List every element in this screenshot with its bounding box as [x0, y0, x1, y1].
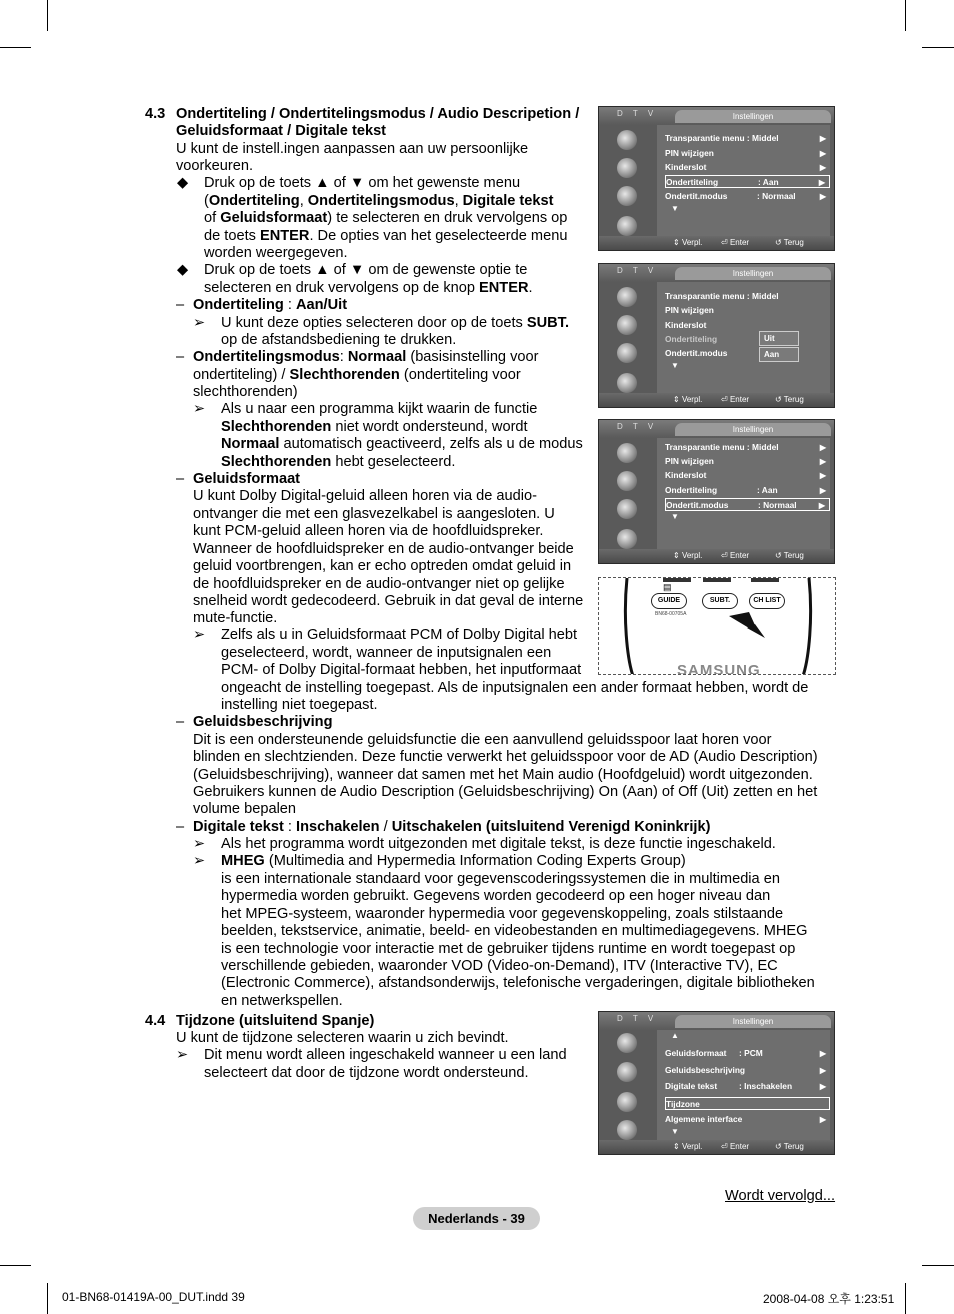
osd-menu-item: Geluidsformaat : PCM ▶ [665, 1048, 826, 1058]
paragraph: slechthorenden) [193, 384, 298, 400]
note-text: hypermedia worden gebruikt. Gegevens worden gecodeerd op een hoger niveau dan [221, 888, 771, 904]
note-text: beelden, tekstservice, animatie, beeld- en videobestanden en multimediagegevens. MHEG [221, 923, 808, 939]
paragraph: kunt PCM-geluid alleen horen via de hoofdluidspreker. [193, 523, 544, 539]
paragraph: mute-functie. [193, 610, 278, 626]
note-arrow-icon: ➢ [193, 315, 206, 331]
input-icon [617, 373, 637, 393]
osd-menu-item: Ondertiteling : Aan ▶ [665, 485, 826, 495]
note-text: verschillende gebieden, waaronder VOD (Video-on-Demand), ITV (Interactive TV), EC [221, 958, 778, 974]
note-text: MHEG (Multimedia and Hypermedia Information Coding Experts Group) [221, 853, 686, 869]
continued-link[interactable]: Wordt vervolgd... [725, 1188, 836, 1204]
return-icon: ↺ Terug [775, 1142, 804, 1151]
input-icon [617, 216, 637, 236]
enter-icon: ⏎ Enter [721, 551, 750, 560]
dash-bullet: – [176, 714, 185, 730]
section-number: 4.4 [145, 1013, 166, 1029]
crop-mark [922, 47, 954, 48]
option-aan: Aan [759, 347, 799, 362]
osd-menu-item: Transparantie menu : Middel [665, 291, 779, 301]
move-icon: ⇕ Verpl. [673, 551, 703, 560]
osd-menu-item-selected: Tijdzone [665, 1097, 830, 1110]
paragraph: snelheid wordt gedecodeerd. Gebruik in dat geval de interne [193, 593, 584, 609]
paragraph: (Geluidsbeschrijving), wanneer dat samen met het Main audio (Hoofdgeluid) wordt uitgezonden. [193, 767, 813, 783]
note-text: Slechthorenden niet wordt ondersteund, wordt [221, 419, 528, 435]
dash-bullet: – [176, 819, 185, 835]
note-text: (Electronic Commerce), afstandsonderwijs, telefonische vergaderingen, digitale bibliotheken [221, 975, 815, 991]
osd-menu-item: PIN wijzigen ▶ [665, 148, 826, 158]
paragraph: volume bepalen [193, 801, 297, 817]
note-arrow-icon: ➢ [176, 1047, 189, 1063]
dash-bullet: – [176, 297, 185, 313]
note-arrow-icon: ➢ [193, 627, 206, 643]
sound-icon [617, 158, 637, 178]
scroll-down-icon: ▼ [671, 1127, 679, 1136]
scroll-down-icon: ▼ [671, 204, 679, 213]
sound-icon [617, 1062, 637, 1082]
sub-heading: Geluidsbeschrijving [193, 714, 333, 730]
book-icon: ▤ [663, 582, 672, 592]
osd-footer [599, 1140, 834, 1154]
enter-icon: ⏎ Enter [721, 238, 750, 247]
sound-icon [617, 315, 637, 335]
osd-menu-item: Kinderslot ▶ [665, 470, 826, 480]
input-icon [617, 529, 637, 549]
note-text: Zelfs als u in Geluidsformaat PCM of Dolby Digital hebt [221, 627, 578, 643]
osd-menu-item: Kinderslot [665, 320, 707, 330]
note-text: selecteert dat door de tijdzone wordt ondersteund. [204, 1065, 529, 1081]
tv-menu-screenshot [598, 263, 835, 408]
bullet-text: worden weergegeven. [204, 245, 348, 261]
subt-button: SUBT. [702, 593, 738, 609]
setup-gear-icon [617, 1092, 637, 1112]
paragraph: Gebruikers kunnen de Audio Description (Geluidsbeschrijving) On (Aan) of Off (Uit) zetten en het [193, 784, 818, 800]
note-text: het MPEG-systeem, waaronder hypermedia voor gegevenskoppeling, zoals stilstaande [221, 906, 784, 922]
setup-gear-icon [617, 499, 637, 519]
osd-menu-item: Algemene interface ▶ [665, 1114, 826, 1124]
osd-menu-item: Transparantie menu : Middel ▶ [665, 133, 826, 143]
note-arrow-icon: ➢ [193, 836, 206, 852]
picture-icon [617, 130, 637, 150]
sub-heading: Ondertitelingsmodus: Normaal (basisinstelling voor [193, 349, 539, 365]
note-text: en netwerkspellen. [221, 993, 343, 1009]
osd-tab: Instellingen [675, 1015, 831, 1028]
dtv-label: D T V [617, 266, 658, 275]
osd-menu-item: Ondertit.modus [665, 348, 728, 358]
osd-footer [599, 236, 834, 250]
dash-bullet: – [176, 471, 185, 487]
osd-tab: Instellingen [675, 110, 831, 123]
osd-menu-item-selected: Ondertiteling : Aan ▶ [665, 175, 830, 188]
crop-mark [47, 0, 48, 31]
bullet-text: Druk op de toets ▲ of ▼ om het gewenste menu [204, 175, 521, 191]
note-text: Dit menu wordt alleen ingeschakeld wanneer u een land [204, 1047, 567, 1063]
note-text: geselecteerd, wordt, wanneer de inputsignalen een [221, 645, 552, 661]
osd-menu-item: Ondertit.modus : Normaal ▶ [665, 191, 826, 201]
note-text: is een technologie voor interactie met de gebruiker tijdens runtime en wordt toegepast op [221, 941, 796, 957]
paragraph: Dit is een ondersteunende geluidsfunctie die een aanvullend geluidsspoor laat horen voor [193, 732, 772, 748]
note-text: Normaal automatisch geactiveerd, zelfs als u de modus [221, 436, 583, 452]
note-text: Slechthorenden hebt geselecteerd. [221, 454, 456, 470]
diamond-bullet-icon: ◆ [177, 175, 189, 191]
guide-button: GUIDE [651, 593, 687, 609]
section-title: Geluidsformaat / Digitale tekst [176, 123, 387, 139]
bullet-text: Druk op de toets ▲ of ▼ om de gewenste optie te [204, 262, 528, 278]
crop-mark [905, 1283, 906, 1314]
paragraph: U kunt de tijdzone selecteren waarin u zich bevindt. [176, 1030, 509, 1046]
paragraph: U kunt de instell.ingen aanpassen aan uw persoonlijke [176, 141, 529, 157]
picture-icon [617, 287, 637, 307]
setup-gear-icon [617, 343, 637, 363]
section-title: Tijdzone (uitsluitend Spanje) [176, 1013, 375, 1029]
note-text: instelling niet toegepast. [221, 697, 378, 713]
bullet-text: (Ondertiteling, Ondertitelingsmodus, Digitale tekst [204, 193, 554, 209]
remote-control-illustration [598, 577, 836, 675]
return-icon: ↺ Terug [775, 551, 804, 560]
tv-menu-screenshot [598, 106, 835, 251]
scroll-up-icon: ▲ [671, 1031, 679, 1040]
page-number-badge: Nederlands - 39 [413, 1207, 540, 1230]
note-text: ongeacht de instelling toegepast. Als de inputsignalen een ander formaat hebben, wordt de [221, 680, 809, 696]
return-icon: ↺ Terug [775, 238, 804, 247]
crop-mark [0, 1265, 31, 1266]
sound-icon [617, 471, 637, 491]
osd-menu-item: PIN wijzigen [665, 305, 714, 315]
paragraph: U kunt Dolby Digital-geluid alleen horen via de audio- [193, 488, 537, 504]
section-title: Ondertiteling / Ondertitelingsmodus / Audio Descripetion / [176, 106, 580, 122]
crop-mark [922, 1265, 954, 1266]
crop-mark [905, 0, 906, 31]
note-text: PCM- of Dolby Digital-formaat hebben, het inputformaat [221, 662, 582, 678]
enter-icon: ⏎ Enter [721, 395, 750, 404]
move-icon: ⇕ Verpl. [673, 238, 703, 247]
diamond-bullet-icon: ◆ [177, 262, 189, 278]
move-icon: ⇕ Verpl. [673, 395, 703, 404]
dash-bullet: – [176, 349, 185, 365]
note-text: Als het programma wordt uitgezonden met digitale tekst, is deze functie ingeschakeld. [221, 836, 776, 852]
file-name: 01-BN68-01419A-00_DUT.indd 39 [62, 1290, 245, 1304]
tv-menu-screenshot [598, 1011, 835, 1155]
paragraph: geluid voortbrengen, kan er echo optreden omdat geluid in [193, 558, 572, 574]
note-arrow-icon: ➢ [193, 853, 206, 869]
paragraph: blinden en slechtzienden. Deze functie verwerkt het geluidsspoor voor de AD (Audio Description) [193, 749, 818, 765]
osd-menu-item: Digitale tekst : Inschakelen ▶ [665, 1081, 826, 1091]
bullet-text: of Geluidsformaat) te selecteren en druk vervolgens op [204, 210, 568, 226]
osd-menu-item: Kinderslot ▶ [665, 162, 826, 172]
crop-mark [0, 47, 31, 48]
osd-tab: Instellingen [675, 423, 831, 436]
picture-icon [617, 443, 637, 463]
option-uit: Uit [759, 331, 799, 346]
dtv-label: D T V [617, 109, 658, 118]
scroll-down-icon: ▼ [671, 512, 679, 521]
paragraph: ondertiteling) / Slechthorenden (ondertiteling voor [193, 367, 521, 383]
crop-mark [47, 1283, 48, 1314]
tv-menu-screenshot [598, 419, 835, 564]
section-number: 4.3 [145, 106, 166, 122]
sub-heading: Digitale tekst : Inschakelen / Uitschakelen (uitsluitend Verenigd Koninkrijk) [193, 819, 711, 835]
osd-menu-item: Ondertiteling [665, 334, 718, 344]
setup-gear-icon [617, 186, 637, 206]
move-icon: ⇕ Verpl. [673, 1142, 703, 1151]
sub-heading: Geluidsformaat [193, 471, 301, 487]
note-text: is een internationale standaard voor gegevenscoderingssystemen die in multimedia en [221, 871, 780, 887]
bullet-text: de toets ENTER. De opties van het geselecteerde menu [204, 228, 568, 244]
note-text: Als u naar een programma kijkt waarin de functie [221, 401, 538, 417]
samsung-logo: SAMSUNG [677, 662, 761, 675]
paragraph: de hoofdluidspreker en de audio-ontvanger niet op gelijke [193, 576, 565, 592]
bullet-text: selecteren en druk vervolgens op de knop ENTER. [204, 280, 533, 296]
paragraph: ontvanger die met een glasvezelkabel is aangesloten. U [193, 506, 555, 522]
sub-heading: Ondertiteling : Aan/Uit [193, 297, 348, 313]
note-arrow-icon: ➢ [193, 401, 206, 417]
picture-icon [617, 1033, 637, 1053]
osd-footer [599, 549, 834, 563]
osd-menu-item: Transparantie menu : Middel ▶ [665, 442, 826, 452]
osd-menu-item-selected: Ondertit.modus : Normaal ▶ [665, 498, 830, 511]
note-text: U kunt deze opties selecteren door op de toets SUBT. [221, 315, 570, 331]
note-text: op de afstandsbediening te drukken. [221, 332, 457, 348]
osd-menu-item: PIN wijzigen ▶ [665, 456, 826, 466]
scroll-down-icon: ▼ [671, 361, 679, 370]
osd-tab: Instellingen [675, 267, 831, 280]
print-timestamp: 2008-04-08 오후 1:23:51 [763, 1292, 895, 1306]
ch-list-button: CH LIST [749, 593, 785, 609]
remote-model: BN68-00705A [655, 611, 687, 617]
osd-menu-item: Geluidsbeschrijving ▶ [665, 1065, 826, 1075]
osd-footer [599, 393, 834, 407]
dtv-label: D T V [617, 422, 658, 431]
input-icon [617, 1120, 637, 1140]
paragraph: voorkeuren. [176, 158, 254, 174]
enter-icon: ⏎ Enter [721, 1142, 750, 1151]
osd-option-popup [759, 331, 799, 363]
return-icon: ↺ Terug [775, 395, 804, 404]
paragraph: Wanneer de hoofdluidspreker en de audio-ontvanger beide [193, 541, 574, 557]
dtv-label: D T V [617, 1014, 658, 1023]
